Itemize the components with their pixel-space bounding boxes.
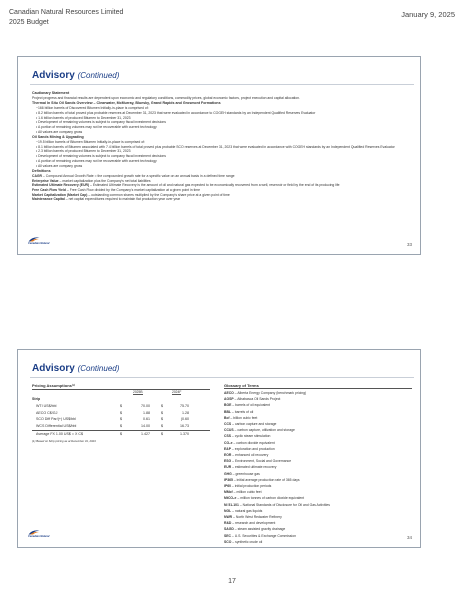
definition-item: Enterprise Value – market capitalization plus the Company's net total liabilities — [32, 178, 151, 183]
glossary-item: BBL – barrels of oil — [224, 409, 254, 414]
column-header-2025b: 2025B — [133, 390, 143, 394]
mining-bullet: • 8.1 billion barrels of Bitumen associated with 7.4 billion barrels of total proved plus probable SCO reserves at December 31, 2023 that were evaluated in accordance with COGEH standards by an Independent Qualified Reserves Evaluator — [36, 144, 395, 149]
title-divider — [30, 84, 414, 85]
glossary-title: Glossary of Terms — [224, 383, 412, 389]
mining-bullet: • All values are company gross — [36, 163, 83, 168]
definitions-heading: Definitions — [32, 169, 51, 174]
thermal-heading: Thermal In Situ Oil Sands Overview – Clearwater, McMurray, Bluesky, Grand Rapids and Grosmont Formations — [32, 101, 221, 106]
glossary-item: CCUS – carbon capture, utilization and storage — [224, 428, 295, 433]
slide-title — [32, 363, 119, 374]
pricing-assumptions-table — [32, 383, 210, 443]
glossary-item: R&D – research and development — [224, 521, 276, 526]
document-page-number: 17 — [228, 578, 236, 585]
slide-title-continued: (Continued) — [77, 364, 120, 373]
glossary-item: IP60 – initial production periods — [224, 484, 272, 489]
glossary-item: CSS – cyclic steam stimulation — [224, 434, 271, 439]
document-subtitle: 2025 Budget — [9, 19, 49, 26]
slide-title — [32, 70, 119, 81]
thermal-sub: ~166 billion barrels of Discovered Bitumen Initially-in-place is comprised of: — [36, 106, 149, 111]
glossary-item: MMcf – million cubic feet — [224, 490, 262, 495]
glossary-of-terms — [224, 383, 412, 545]
slide-title-main: Advisory — [32, 70, 75, 81]
glossary-item: BOE – barrels of oil equivalent — [224, 403, 270, 408]
slide-page-number: 34 — [406, 535, 412, 540]
mining-bullet: • A portion of remaining volumes may not be recoverable with current technology — [36, 158, 157, 163]
definition-item: CAGR – Compound Annual Growth Rate = the compounded growth rate for a specific value on an annual basis in a defined time range — [32, 173, 235, 178]
glossary-item: SEC – U.S. Securities & Exchange Commission — [224, 533, 296, 538]
glossary-item: ESG – Environment, Social and Governance — [224, 459, 292, 464]
pricing-title: Pricing Assumptions⁽¹⁾ — [32, 383, 210, 390]
thermal-bullet: • All values are company gross — [36, 129, 83, 134]
glossary-item: MtCO₂e – million tonnes of carbon dioxide equivalent — [224, 496, 305, 501]
logo-text: Canadian Natural — [28, 535, 50, 538]
definition-item: Free Cash Flow Yield – Free Cash Flow divided by the Company's market capitalization at a given point in time — [32, 188, 200, 193]
mining-heading: Oil Sands Mining & Upgrading — [32, 135, 84, 140]
cautionary-heading: Cautionary Statement — [32, 91, 70, 95]
definition-item: Market Capitalization (Market Cap) – outstanding common shares multiplied by the Company's share price at a given point of time — [32, 192, 230, 197]
thermal-bullet: • 8.2 billion barrels of total proved plus probable reserves at December 31, 2023 that were evaluated in accordance to COGEH standards by an Independent Qualified Reserves Evaluator — [36, 110, 316, 115]
company-name: Canadian Natural Resources Limited — [9, 9, 124, 16]
slide-advisory-33 — [17, 56, 421, 255]
glossary-item: SCO – synthetic crude oil — [224, 539, 263, 544]
slide-page-number: 33 — [406, 242, 412, 247]
table-row: AECO C$/GJ $ 1.88 $ 1.28 — [36, 410, 189, 415]
mining-sub: ~19.5 billion barrels of Bitumen Bitumen Initially-in-place is comprised of: — [36, 140, 146, 145]
canadian-natural-logo — [28, 529, 52, 539]
definition-item: Estimated Ultimate Recovery (EUR) – Estimated Ultimate Recovery is the amount of oil and natural gas expected to be economically recovered from a well, reservoir or field by the end of its producing life — [32, 183, 340, 188]
cautionary-intro: Project progress and financial results are dependent upon economic and regulatory conditions, commodity prices, global economic factors, project execution and capital allocation. — [32, 95, 301, 100]
table-row: Average FX 1.00 US$ = X C$ $ 1.427 $ 1.370 — [32, 430, 210, 437]
glossary-item: EUR – estimated ultimate recovery — [224, 465, 277, 470]
document-date: January 9, 2025 — [401, 10, 455, 19]
glossary-item: E&P – exploration and production — [224, 446, 275, 451]
glossary-item: Bcf – billion cubic feet — [224, 415, 258, 420]
definition-item: Maintenance Capital – net capital expenditures required to maintain flat production year over year — [32, 197, 181, 202]
table-row: WTI US$/bbl $ 70.00 $ 75.70 — [36, 403, 189, 408]
glossary-item: EOR – enhanced oil recovery — [224, 453, 269, 458]
glossary-item: AOSP – Athabasca Oil Sands Project — [224, 397, 281, 402]
mining-bullet: • 2.3 billion barrels of produced Bitumen to December 31, 2023 — [36, 149, 131, 154]
logo-text: Canadian Natural — [28, 242, 50, 245]
glossary-item: SAGD – steam assisted gravity drainage — [224, 527, 286, 532]
column-header-2024f: 2024F — [172, 390, 182, 394]
cautionary-statement — [32, 90, 412, 202]
glossary-item: IP365 – initial average production rate of 365 days — [224, 477, 300, 482]
title-divider — [30, 377, 414, 378]
table-row: WCS Differential US$/bbl $ 14.00 $ 16.73 — [36, 424, 189, 429]
canadian-natural-logo — [28, 236, 52, 246]
slide-advisory-34 — [17, 349, 421, 548]
glossary-item: NI 51-101 – National Standards of Disclosure for Oil and Gas Activities — [224, 502, 330, 507]
thermal-bullet: • Development of remaining volumes is subject to company fiscal investment decisions — [36, 120, 166, 125]
glossary-item: NGL – natural gas liquids — [224, 508, 263, 513]
glossary-item: AECO – Alberta Energy Company (benchmark pricing) — [224, 391, 307, 395]
glossary-item: NWR – North West Redwater Refinery — [224, 515, 282, 520]
table-row: SCO Diff Par/(+) US$/bbl $ 0.61 $ (0.60 — [36, 417, 189, 422]
thermal-bullet: • 1.6 billion barrels of produced Bitumen to December 31, 2023 — [36, 115, 131, 120]
strip-label: Strip — [32, 397, 41, 401]
slide-title-main: Advisory — [32, 363, 75, 374]
header-left — [9, 8, 123, 28]
pricing-footnote: (1) Based on Strip pricing as at December 31, 2024 — [32, 438, 96, 443]
glossary-item: CO₂e – carbon dioxide equivalent — [224, 440, 275, 445]
slide-title-continued: (Continued) — [77, 71, 120, 80]
thermal-bullet: • A portion of remaining volumes may not be recoverable with current technology — [36, 124, 157, 129]
glossary-item: GHG – greenhouse gas — [224, 471, 260, 476]
mining-bullet: • Development of remaining volumes is subject to company fiscal investment decisions — [36, 154, 166, 159]
glossary-item: CCS – carbon capture and storage — [224, 422, 277, 427]
